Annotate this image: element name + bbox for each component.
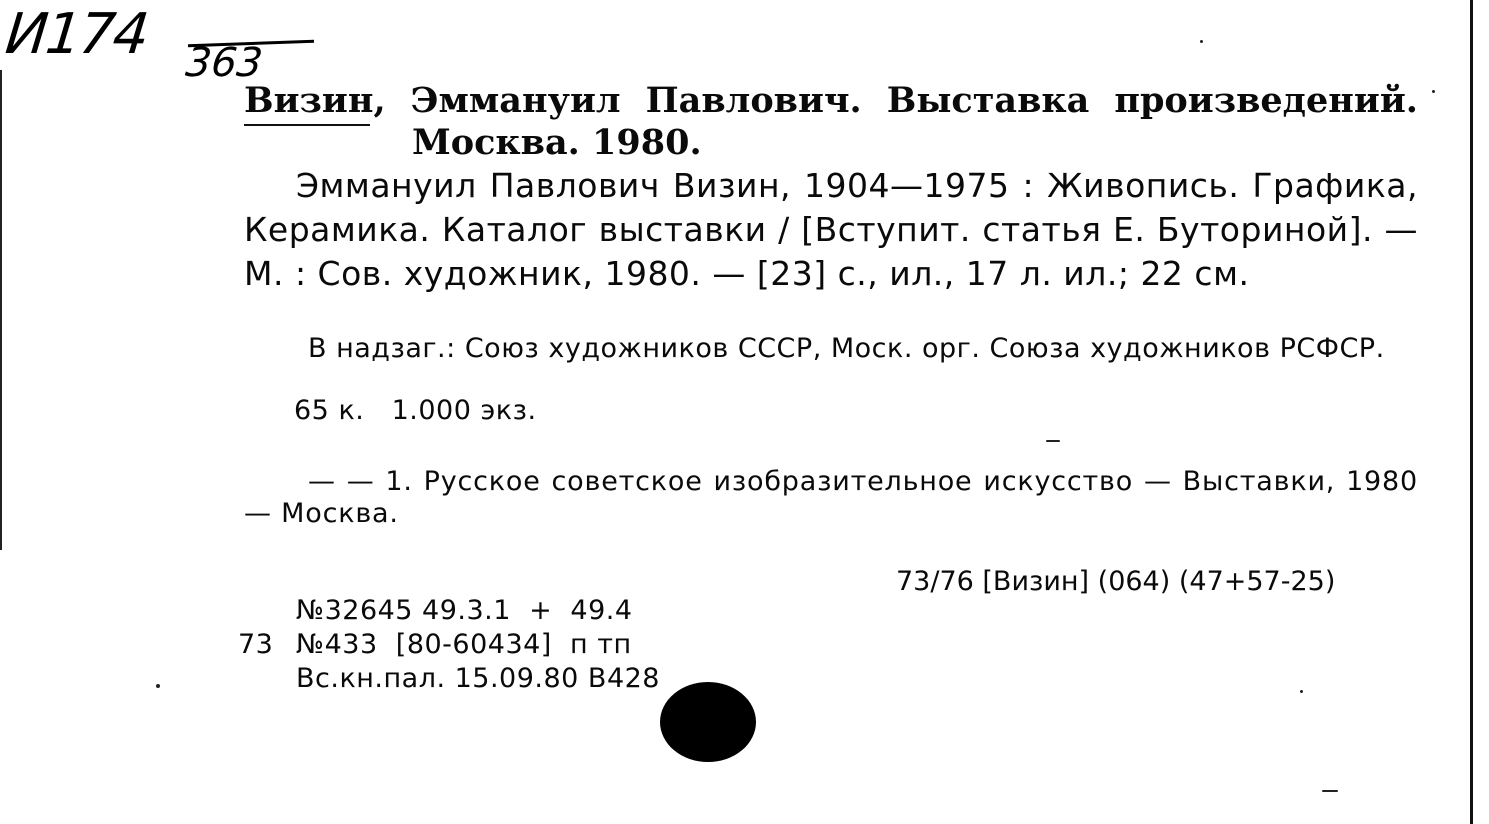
ink-blot xyxy=(660,682,756,762)
handwritten-shelfmark: И174 xyxy=(2,2,151,67)
ink-speck xyxy=(1200,40,1203,43)
heading-name-part2: Павлович. xyxy=(645,80,862,121)
heading-title-part1: Выставка xyxy=(886,80,1090,121)
footer-line-3: Вс.кн.пал. 15.09.80 В428 xyxy=(296,663,660,694)
ink-speck xyxy=(156,684,160,688)
card-edge-left xyxy=(0,70,2,550)
footer-row-2-prefix: 73 xyxy=(238,629,274,660)
card-footer xyxy=(238,594,660,696)
handwritten-number: 363 xyxy=(183,40,265,86)
heading-title-part2: произведений. xyxy=(1114,80,1418,121)
footer-row-3 xyxy=(238,662,660,696)
heading-line-2: Москва. 1980. xyxy=(412,122,702,163)
footer-row-3-prefix xyxy=(238,662,296,696)
footer-line-1: №32645 49.3.1 + 49.4 xyxy=(296,595,633,626)
ink-speck xyxy=(1432,90,1435,93)
classification-index: 73/76 [Визин] (064) (47+57-25) xyxy=(896,566,1336,597)
ink-speck xyxy=(1300,690,1303,693)
footer-row-1-prefix xyxy=(238,594,296,628)
footer-line-2: №433 [80-60434] п тп xyxy=(296,629,632,660)
bibliographic-description: Эммануил Павлович Визин, 1904—1975 : Живопись. Графика, Керамика. Каталог выставки / [Вступит. статья Е. Буториной]. — М. : Сов. художник, 1980. — [23] с., ил., 17 л. ил.; 22 см. xyxy=(244,166,1418,293)
heading-name-part1: Эммануил xyxy=(410,80,621,121)
heading-line-1 xyxy=(244,80,1418,122)
card-heading xyxy=(244,80,1424,164)
ink-speck xyxy=(1322,790,1338,792)
footer-row-2 xyxy=(238,628,660,662)
author-underline xyxy=(244,124,370,126)
subject-heading: — — 1. Русское советское изобразительное искусство — Выставки, 1980 — Москва. xyxy=(244,466,1418,529)
ink-speck xyxy=(1046,440,1060,442)
series-note: В надзаг.: Союз художников СССР, Моск. орг. Союза художников РСФСР. xyxy=(308,333,1385,364)
footer-row-1 xyxy=(238,594,660,628)
heading-author: Визин, xyxy=(244,80,386,121)
price-and-print-run: 65 к. 1.000 экз. xyxy=(294,395,537,426)
card-edge-right xyxy=(1470,0,1473,824)
